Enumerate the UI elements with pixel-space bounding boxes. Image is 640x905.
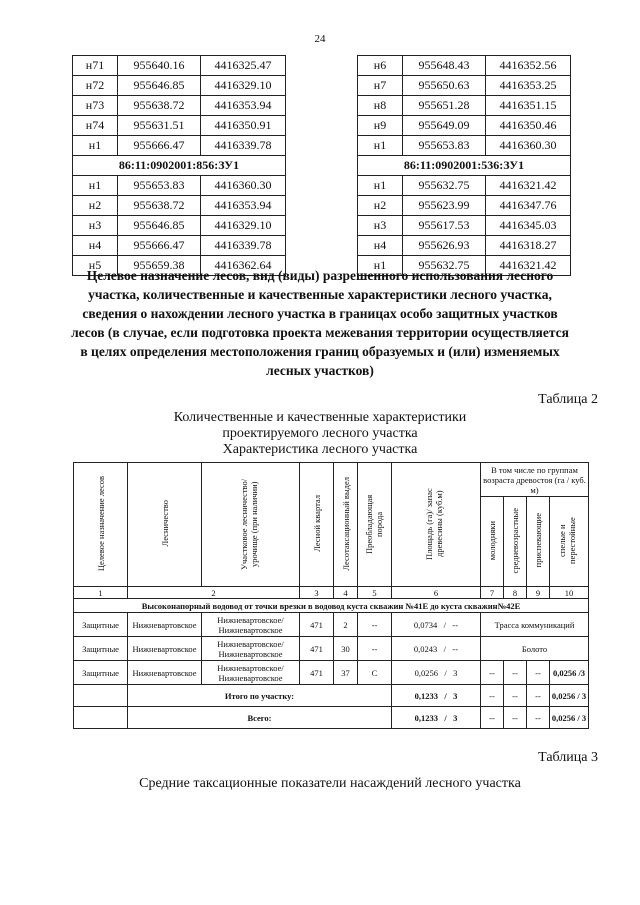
coordinate-row <box>358 236 571 256</box>
y-coordinate: 4416360.30 <box>201 176 286 196</box>
coordinate-row <box>358 96 571 116</box>
coordinate-row <box>73 136 286 156</box>
column-number: 10 <box>550 587 589 599</box>
x-coordinate: 955646.85 <box>118 216 201 236</box>
cell-forestry: Нижневартовское <box>128 637 202 661</box>
cell-species: С <box>358 661 392 685</box>
table-3-label: Таблица 3 <box>538 750 598 765</box>
coordinate-row <box>358 76 571 96</box>
y-coordinate: 4416345.03 <box>486 216 571 236</box>
coordinate-row <box>73 116 286 136</box>
header-maturing: приспевающие <box>527 497 550 587</box>
cell-purpose: Защитные <box>74 637 128 661</box>
forest-plot-characteristics-table <box>73 462 589 729</box>
point-id: н6 <box>358 56 403 76</box>
x-coordinate: 955659.38 <box>118 256 201 276</box>
point-id: н2 <box>358 196 403 216</box>
y-coordinate: 4416329.10 <box>201 216 286 236</box>
column-number: 5 <box>358 587 392 599</box>
y-coordinate: 4416321.42 <box>486 256 571 276</box>
column-number: 7 <box>481 587 504 599</box>
total-plot-row <box>74 685 589 707</box>
column-numbers-row <box>74 587 589 599</box>
cell-maturing: -- <box>527 661 550 685</box>
header-mature: спелые и перестойные <box>550 497 589 587</box>
coordinate-row <box>358 116 571 136</box>
coordinates-table-left <box>72 55 286 276</box>
coordinate-row <box>358 196 571 216</box>
x-coordinate: 955653.83 <box>403 136 486 156</box>
y-coordinate: 4416350.91 <box>201 116 286 136</box>
point-id: н7 <box>358 76 403 96</box>
table-3-caption: Средние таксационные показатели насаждений лесного участка <box>139 776 521 791</box>
cadastral-number-header: 86:11:0902001:536:ЗУ1 <box>358 156 571 176</box>
column-number: 3 <box>300 587 334 599</box>
y-coordinate: 4416351.15 <box>486 96 571 116</box>
coordinate-row <box>73 176 286 196</box>
y-coordinate: 4416353.94 <box>201 96 286 116</box>
y-coordinate: 4416353.25 <box>486 76 571 96</box>
x-coordinate: 955666.47 <box>118 136 201 156</box>
column-number: 4 <box>334 587 358 599</box>
table-2-caption-line-1: Количественные и качественные характеристики <box>173 410 467 425</box>
x-coordinate: 955631.51 <box>118 116 201 136</box>
point-id: н72 <box>73 76 118 96</box>
cell-compartment: 37 <box>334 661 358 685</box>
total-all-area: 0,1233 / 3 <box>392 707 481 729</box>
cell-species: -- <box>358 613 392 637</box>
table-row <box>74 637 589 661</box>
coordinates-table-right <box>357 55 571 276</box>
point-id: н1 <box>358 176 403 196</box>
coordinate-row <box>358 176 571 196</box>
total-all-mature: 0,0256 / 3 <box>550 707 589 729</box>
point-id: н1 <box>358 136 403 156</box>
cell-quarter: 471 <box>300 613 334 637</box>
total-plot-area: 0,1233 / 3 <box>392 685 481 707</box>
x-coordinate: 955626.93 <box>403 236 486 256</box>
x-coordinate: 955632.75 <box>403 176 486 196</box>
x-coordinate: 955651.28 <box>403 96 486 116</box>
point-id: н71 <box>73 56 118 76</box>
header-middle-aged: средневозрастные <box>504 497 527 587</box>
cell-mature: 0,0256 /3 <box>550 661 589 685</box>
column-number: 9 <box>527 587 550 599</box>
y-coordinate: 4416350.46 <box>486 116 571 136</box>
x-coordinate: 955640.16 <box>118 56 201 76</box>
total-plot-maturing: -- <box>527 685 550 707</box>
header-age-groups: В том числе по группам возраста древостоя (га / куб. м) <box>481 463 589 497</box>
header-district: Участковое лесничество/урочище (при наличии) <box>202 463 300 587</box>
page-number: 24 <box>314 33 326 45</box>
cell-young: -- <box>481 661 504 685</box>
coordinate-row <box>73 56 286 76</box>
total-plot-young: -- <box>481 685 504 707</box>
column-number: 6 <box>392 587 481 599</box>
cell-area: 0,0243 / -- <box>392 637 481 661</box>
point-id: н4 <box>358 236 403 256</box>
table-2-caption <box>130 410 510 458</box>
x-coordinate: 955646.85 <box>118 76 201 96</box>
y-coordinate: 4416321.42 <box>486 176 571 196</box>
total-all-maturing: -- <box>527 707 550 729</box>
x-coordinate: 955648.43 <box>403 56 486 76</box>
point-id: н1 <box>358 256 403 276</box>
header-area: Площадь (га)/ запас древесины (куб.м) <box>392 463 481 587</box>
y-coordinate: 4416347.76 <box>486 196 571 216</box>
y-coordinate: 4416318.27 <box>486 236 571 256</box>
header-species: Преобладающая порода <box>358 463 392 587</box>
section-heading: Целевое назначение лесов, вид (виды) разрешенного использования лесного участка, количественные и качественные характеристики лесного участка, сведения о нахождении лесного участка в границах особо защитных участков лесов (в случае, если подготовка проекта межевания территории осуществляется в целях определения местоположения границ образуемых и (или) изменяемых лесных участков) <box>71 268 569 378</box>
y-coordinate: 4416325.47 <box>201 56 286 76</box>
point-id: н3 <box>73 216 118 236</box>
cell-district: Нижневартовское/ Нижневартовское <box>202 613 300 637</box>
y-coordinate: 4416339.78 <box>201 236 286 256</box>
total-all-label: Всего: <box>128 707 392 729</box>
y-coordinate: 4416339.78 <box>201 136 286 156</box>
cell-area: 0,0734 / -- <box>392 613 481 637</box>
cell-compartment: 2 <box>334 613 358 637</box>
point-id: н1 <box>73 176 118 196</box>
total-plot-mature: 0,0256 / 3 <box>550 685 589 707</box>
cell-purpose: Защитные <box>74 613 128 637</box>
coordinate-row <box>73 96 286 116</box>
total-all-middle: -- <box>504 707 527 729</box>
y-coordinate: 4416329.10 <box>201 76 286 96</box>
point-id: н73 <box>73 96 118 116</box>
table-2-label: Таблица 2 <box>538 392 598 407</box>
header-compartment: Лесотаксационный выдел <box>334 463 358 587</box>
coordinate-row <box>358 216 571 236</box>
y-coordinate: 4416353.94 <box>201 196 286 216</box>
cell-forestry: Нижневартовское <box>128 613 202 637</box>
point-id: н3 <box>358 216 403 236</box>
column-number: 1 <box>74 587 128 599</box>
cell-note: Трасса коммуникаций <box>481 613 589 637</box>
coordinate-row <box>358 136 571 156</box>
cell-compartment: 30 <box>334 637 358 661</box>
x-coordinate: 955653.83 <box>118 176 201 196</box>
total-all-row <box>74 707 589 729</box>
cell-quarter: 471 <box>300 661 334 685</box>
cell-purpose: Защитные <box>74 661 128 685</box>
cell-note: Болото <box>481 637 589 661</box>
point-id: н74 <box>73 116 118 136</box>
point-id: н1 <box>73 136 118 156</box>
coordinate-row <box>73 216 286 236</box>
x-coordinate: 955623.99 <box>403 196 486 216</box>
point-id: н2 <box>73 196 118 216</box>
table-row <box>74 613 589 637</box>
x-coordinate: 955666.47 <box>118 236 201 256</box>
total-plot-middle: -- <box>504 685 527 707</box>
point-id: н9 <box>358 116 403 136</box>
header-quarter: Лесной квартал <box>300 463 334 587</box>
y-coordinate: 4416360.30 <box>486 136 571 156</box>
x-coordinate: 955649.09 <box>403 116 486 136</box>
cell-middle-aged: -- <box>504 661 527 685</box>
point-id: н5 <box>73 256 118 276</box>
header-forestry: Лесничество <box>128 463 202 587</box>
cadastral-number-header: 86:11:0902001:856:ЗУ1 <box>73 156 286 176</box>
table-row <box>74 661 589 685</box>
point-id: н4 <box>73 236 118 256</box>
cell-area: 0,0256 / 3 <box>392 661 481 685</box>
coordinate-row <box>73 236 286 256</box>
coordinate-row <box>73 76 286 96</box>
coordinate-row <box>73 196 286 216</box>
x-coordinate: 955617.53 <box>403 216 486 236</box>
table-2-caption-line-3: Характеристика лесного участка <box>222 442 418 457</box>
cell-species: -- <box>358 637 392 661</box>
header-purpose: Целевое назначение лесов <box>74 463 128 587</box>
cell-forestry: Нижневартовское <box>128 661 202 685</box>
x-coordinate: 955638.72 <box>118 96 201 116</box>
total-all-young: -- <box>481 707 504 729</box>
section-row: Высоконапорный водовод от точки врезки в водовод куста скважин №41Е до куста скважин№42Е <box>74 599 589 613</box>
column-number: 2 <box>128 587 300 599</box>
y-coordinate: 4416352.56 <box>486 56 571 76</box>
cell-district: Нижневартовское/ Нижневартовское <box>202 637 300 661</box>
column-number: 8 <box>504 587 527 599</box>
y-coordinate: 4416362.64 <box>201 256 286 276</box>
x-coordinate: 955638.72 <box>118 196 201 216</box>
coordinate-row <box>358 56 571 76</box>
x-coordinate: 955650.63 <box>403 76 486 96</box>
cell-district: Нижневартовское/ Нижневартовское <box>202 661 300 685</box>
cell-quarter: 471 <box>300 637 334 661</box>
total-plot-label: Итого по участку: <box>128 685 392 707</box>
table-2-caption-line-2: проектируемого лесного участка <box>222 426 418 441</box>
point-id: н8 <box>358 96 403 116</box>
header-young: молодняки <box>481 497 504 587</box>
x-coordinate: 955632.75 <box>403 256 486 276</box>
